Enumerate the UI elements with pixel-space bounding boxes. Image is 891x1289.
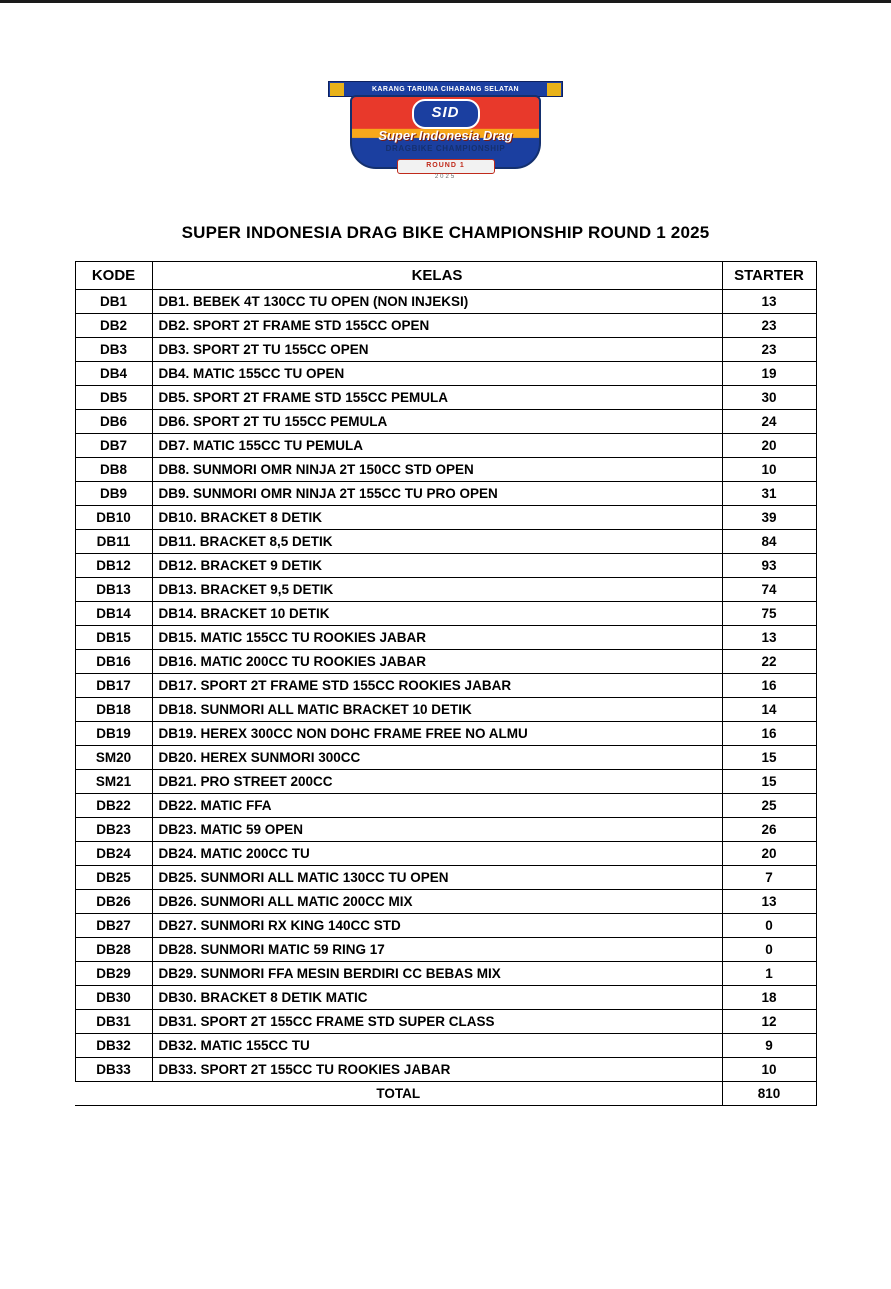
cell-starter: 15 <box>722 770 816 794</box>
cell-kelas: DB4. MATIC 155CC TU OPEN <box>152 362 722 386</box>
cell-kelas: DB12. BRACKET 9 DETIK <box>152 554 722 578</box>
logo-subtext: 2025 <box>434 174 457 180</box>
cell-kode: DB14 <box>75 602 152 626</box>
table-body <box>75 290 816 1082</box>
cell-starter: 23 <box>722 314 816 338</box>
column-header-starter: STARTER <box>722 262 816 290</box>
logo-banner-text: KARANG TARUNA CIHARANG SELATAN <box>371 85 520 93</box>
cell-kode: DB16 <box>75 650 152 674</box>
cell-kelas: DB3. SPORT 2T TU 155CC OPEN <box>152 338 722 362</box>
cell-kelas: DB5. SPORT 2T FRAME STD 155CC PEMULA <box>152 386 722 410</box>
table-row <box>75 554 816 578</box>
cell-starter: 22 <box>722 650 816 674</box>
cell-kelas: DB7. MATIC 155CC TU PEMULA <box>152 434 722 458</box>
ribbon-left-icon <box>330 83 344 96</box>
cell-kelas: DB20. HEREX SUNMORI 300CC <box>152 746 722 770</box>
cell-starter: 25 <box>722 794 816 818</box>
logo-round-badge: ROUND 1 <box>397 159 495 174</box>
cell-kelas: DB21. PRO STREET 200CC <box>152 770 722 794</box>
table-row <box>75 698 816 722</box>
table-row <box>75 434 816 458</box>
cell-kode: DB22 <box>75 794 152 818</box>
cell-kode: DB9 <box>75 482 152 506</box>
cell-kode: DB28 <box>75 938 152 962</box>
cell-kelas: DB24. MATIC 200CC TU <box>152 842 722 866</box>
table-row <box>75 458 816 482</box>
cell-kode: DB24 <box>75 842 152 866</box>
cell-kelas: DB18. SUNMORI ALL MATIC BRACKET 10 DETIK <box>152 698 722 722</box>
cell-starter: 75 <box>722 602 816 626</box>
logo-line1: Super Indonesia Drag <box>378 128 513 143</box>
cell-kelas: DB19. HEREX 300CC NON DOHC FRAME FREE NO ALMU <box>152 722 722 746</box>
cell-starter: 13 <box>722 626 816 650</box>
table-row <box>75 650 816 674</box>
cell-kelas: DB32. MATIC 155CC TU <box>152 1034 722 1058</box>
cell-starter: 18 <box>722 986 816 1010</box>
table-row <box>75 1058 816 1082</box>
table-row <box>75 938 816 962</box>
cell-kelas: DB11. BRACKET 8,5 DETIK <box>152 530 722 554</box>
cell-kelas: DB9. SUNMORI OMR NINJA 2T 155CC TU PRO OPEN <box>152 482 722 506</box>
cell-kelas: DB14. BRACKET 10 DETIK <box>152 602 722 626</box>
cell-starter: 23 <box>722 338 816 362</box>
cell-kode: DB30 <box>75 986 152 1010</box>
table-row <box>75 674 816 698</box>
cell-kode: DB1 <box>75 290 152 314</box>
table-row <box>75 626 816 650</box>
cell-kode: DB17 <box>75 674 152 698</box>
table-row <box>75 914 816 938</box>
table-row <box>75 866 816 890</box>
total-value: 810 <box>722 1082 816 1106</box>
cell-starter: 7 <box>722 866 816 890</box>
table-row <box>75 890 816 914</box>
cell-starter: 13 <box>722 290 816 314</box>
cell-starter: 24 <box>722 410 816 434</box>
cell-starter: 1 <box>722 962 816 986</box>
table-header-row <box>75 262 816 290</box>
cell-kelas: DB17. SPORT 2T FRAME STD 155CC ROOKIES JABAR <box>152 674 722 698</box>
cell-kode: DB3 <box>75 338 152 362</box>
cell-kelas: DB8. SUNMORI OMR NINJA 2T 150CC STD OPEN <box>152 458 722 482</box>
cell-kode: DB2 <box>75 314 152 338</box>
table-row <box>75 290 816 314</box>
table-row <box>75 770 816 794</box>
cell-starter: 16 <box>722 674 816 698</box>
cell-kelas: DB27. SUNMORI RX KING 140CC STD <box>152 914 722 938</box>
column-header-kode: KODE <box>75 262 152 290</box>
table-row <box>75 338 816 362</box>
cell-kelas: DB26. SUNMORI ALL MATIC 200CC MIX <box>152 890 722 914</box>
cell-kelas: DB25. SUNMORI ALL MATIC 130CC TU OPEN <box>152 866 722 890</box>
classes-table <box>75 261 817 1106</box>
cell-kode: DB32 <box>75 1034 152 1058</box>
table-header <box>75 262 816 290</box>
cell-starter: 93 <box>722 554 816 578</box>
table-row <box>75 794 816 818</box>
cell-kode: DB10 <box>75 506 152 530</box>
table-row <box>75 1010 816 1034</box>
cell-kelas: DB1. BEBEK 4T 130CC TU OPEN (NON INJEKSI) <box>152 290 722 314</box>
cell-kelas: DB30. BRACKET 8 DETIK MATIC <box>152 986 722 1010</box>
cell-kelas: DB22. MATIC FFA <box>152 794 722 818</box>
cell-kelas: DB15. MATIC 155CC TU ROOKIES JABAR <box>152 626 722 650</box>
cell-starter: 84 <box>722 530 816 554</box>
cell-kode: DB4 <box>75 362 152 386</box>
table-row <box>75 1034 816 1058</box>
cell-kelas: DB16. MATIC 200CC TU ROOKIES JABAR <box>152 650 722 674</box>
cell-starter: 0 <box>722 914 816 938</box>
cell-kode: DB5 <box>75 386 152 410</box>
cell-kelas: DB13. BRACKET 9,5 DETIK <box>152 578 722 602</box>
cell-kode: DB31 <box>75 1010 152 1034</box>
table-row <box>75 602 816 626</box>
cell-starter: 9 <box>722 1034 816 1058</box>
cell-starter: 15 <box>722 746 816 770</box>
cell-kode: DB15 <box>75 626 152 650</box>
cell-starter: 10 <box>722 1058 816 1082</box>
table-row <box>75 506 816 530</box>
cell-starter: 13 <box>722 890 816 914</box>
cell-kelas: DB23. MATIC 59 OPEN <box>152 818 722 842</box>
event-logo <box>328 81 563 189</box>
cell-kode: DB27 <box>75 914 152 938</box>
cell-kode: DB26 <box>75 890 152 914</box>
table-row <box>75 482 816 506</box>
cell-starter: 14 <box>722 698 816 722</box>
cell-kelas: DB10. BRACKET 8 DETIK <box>152 506 722 530</box>
cell-kelas: DB6. SPORT 2T TU 155CC PEMULA <box>152 410 722 434</box>
table-row <box>75 818 816 842</box>
table-row <box>75 314 816 338</box>
table-row <box>75 578 816 602</box>
page-title: SUPER INDONESIA DRAG BIKE CHAMPIONSHIP ROUND 1 2025 <box>181 223 710 242</box>
cell-starter: 30 <box>722 386 816 410</box>
cell-starter: 10 <box>722 458 816 482</box>
total-label: TOTAL <box>75 1082 722 1106</box>
cell-kelas: DB2. SPORT 2T FRAME STD 155CC OPEN <box>152 314 722 338</box>
cell-kelas: DB33. SPORT 2T 155CC TU ROOKIES JABAR <box>152 1058 722 1082</box>
table-row <box>75 722 816 746</box>
table-row <box>75 410 816 434</box>
cell-kode: DB19 <box>75 722 152 746</box>
cell-starter: 31 <box>722 482 816 506</box>
table-row <box>75 986 816 1010</box>
cell-starter: 26 <box>722 818 816 842</box>
cell-kelas: DB28. SUNMORI MATIC 59 RING 17 <box>152 938 722 962</box>
table-row <box>75 386 816 410</box>
cell-kode: DB29 <box>75 962 152 986</box>
cell-kode: DB23 <box>75 818 152 842</box>
cell-kode: DB6 <box>75 410 152 434</box>
cell-starter: 12 <box>722 1010 816 1034</box>
cell-kode: DB13 <box>75 578 152 602</box>
cell-starter: 39 <box>722 506 816 530</box>
cell-kode: DB11 <box>75 530 152 554</box>
table-row <box>75 746 816 770</box>
table-row <box>75 530 816 554</box>
cell-kode: DB33 <box>75 1058 152 1082</box>
cell-kode: DB25 <box>75 866 152 890</box>
cell-starter: 19 <box>722 362 816 386</box>
total-row <box>75 1082 816 1106</box>
cell-starter: 74 <box>722 578 816 602</box>
cell-kelas: DB29. SUNMORI FFA MESIN BERDIRI CC BEBAS MIX <box>152 962 722 986</box>
ribbon-right-icon <box>547 83 561 96</box>
cell-starter: 0 <box>722 938 816 962</box>
cell-kode: SM20 <box>75 746 152 770</box>
table-row <box>75 362 816 386</box>
cell-starter: 16 <box>722 722 816 746</box>
page-top-rule <box>0 0 891 3</box>
logo-line2: DRAGBIKE CHAMPIONSHIP <box>385 144 506 153</box>
table-row <box>75 842 816 866</box>
cell-kode: DB7 <box>75 434 152 458</box>
column-header-kelas: KELAS <box>152 262 722 290</box>
cell-kode: DB18 <box>75 698 152 722</box>
cell-kode: SM21 <box>75 770 152 794</box>
table-row <box>75 962 816 986</box>
cell-starter: 20 <box>722 434 816 458</box>
table-footer <box>75 1082 816 1106</box>
cell-kode: DB8 <box>75 458 152 482</box>
cell-kode: DB12 <box>75 554 152 578</box>
cell-starter: 20 <box>722 842 816 866</box>
cell-kelas: DB31. SPORT 2T 155CC FRAME STD SUPER CLASS <box>152 1010 722 1034</box>
logo-mark: SID <box>412 99 480 129</box>
